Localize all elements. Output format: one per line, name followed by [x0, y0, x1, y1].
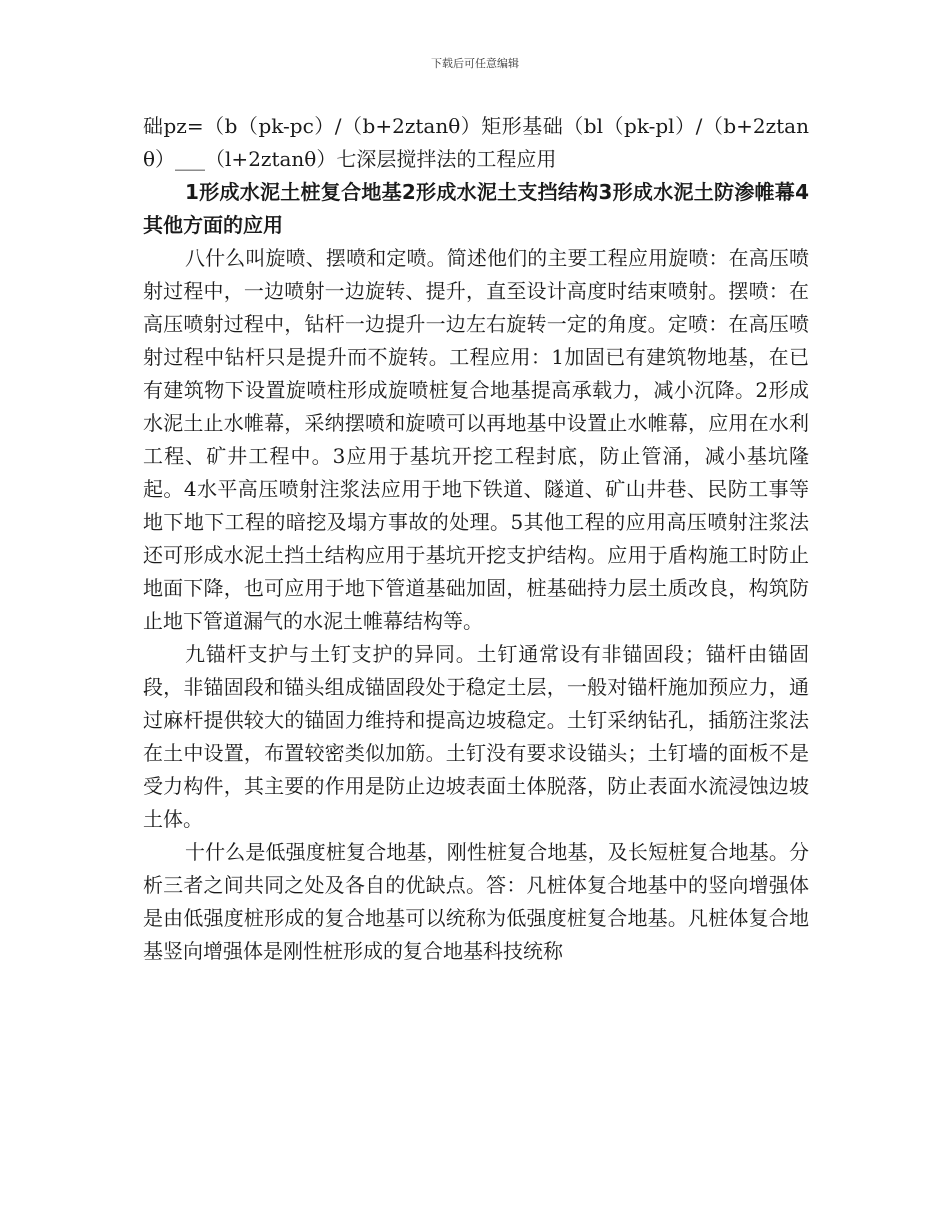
- paragraph-formula-and-section-7: 础pz=（b（pk-pc）/（b+2ztanθ）矩形基础（bl（pk-pl）/（b+2ztanθ）___（l+2ztanθ）七深层搅拌法的工程应用: [143, 114, 809, 171]
- paragraph-section-9: 九锚杆支护与土钉支护的异同。土钉通常设有非锚固段；锚杆由锚固段，非锚固段和锚头组成锚固段处于稳定土层，一般对锚杆施加预应力，通过麻杆提供较大的锚固力维持和提高边坡稳定。土钉采纳钻孔，插筋注浆法在土中设置，布置较密类似加筋。土钉没有要求设锚头；土钉墙的面板不是受力构件，其主要的作用是防止边坡表面土体脱落，防止表面水流浸蚀边坡土体。: [143, 642, 809, 831]
- paragraph-section-8: 八什么叫旋喷、摆喷和定喷。简述他们的主要工程应用旋喷：在高压喷射过程中，一边喷射一边旋转、提升，直至设计高度时结束喷射。摆喷：在高压喷射过程中，钻杆一边提升一边左右旋转一定的角度。定喷：在高压喷射过程中钻杆只是提升而不旋转。工程应用：1加固已有建筑物地基，在已有建筑物下设置旋喷柱形成旋喷桩复合地基提高承载力，减小沉降。2形成水泥土止水帷幕，采纳摆喷和旋喷可以再地基中设置止水帷幕，应用在水利工程、矿井工程中。3应用于基坑开挖工程封底，防止管涌，减小基坑隆起。4水平高压喷射注浆法应用于地下铁道、隧道、矿山井巷、民防工事等地下地下工程的暗挖及塌方事故的处理。5其他工程的应用高压喷射注浆法还可形成水泥土挡土结构应用于基坑开挖支护结构。应用于盾构施工时防止地面下降，也可应用于地下管道基础加固，桩基础持力层土质改良，构筑防止地下管道漏气的水泥土帷幕结构等。: [143, 246, 809, 633]
- paragraph-section-10: 十什么是低强度桩复合地基，刚性桩复合地基，及长短桩复合地基。分析三者之间共同之处及各自的优缺点。答：凡桩体复合地基中的竖向增强体是由低强度桩形成的复合地基可以统称为低强度桩复合地基。凡桩体复合地基竖向增强体是刚性桩形成的复合地基科技统称: [143, 840, 809, 963]
- document-body: [143, 110, 809, 968]
- paragraph-applications-list: 1形成水泥土桩复合地基2形成水泥土支挡结构3形成水泥土防渗帷幕4其他方面的应用: [143, 180, 809, 237]
- page-header: 下载后可任意编辑: [431, 57, 519, 70]
